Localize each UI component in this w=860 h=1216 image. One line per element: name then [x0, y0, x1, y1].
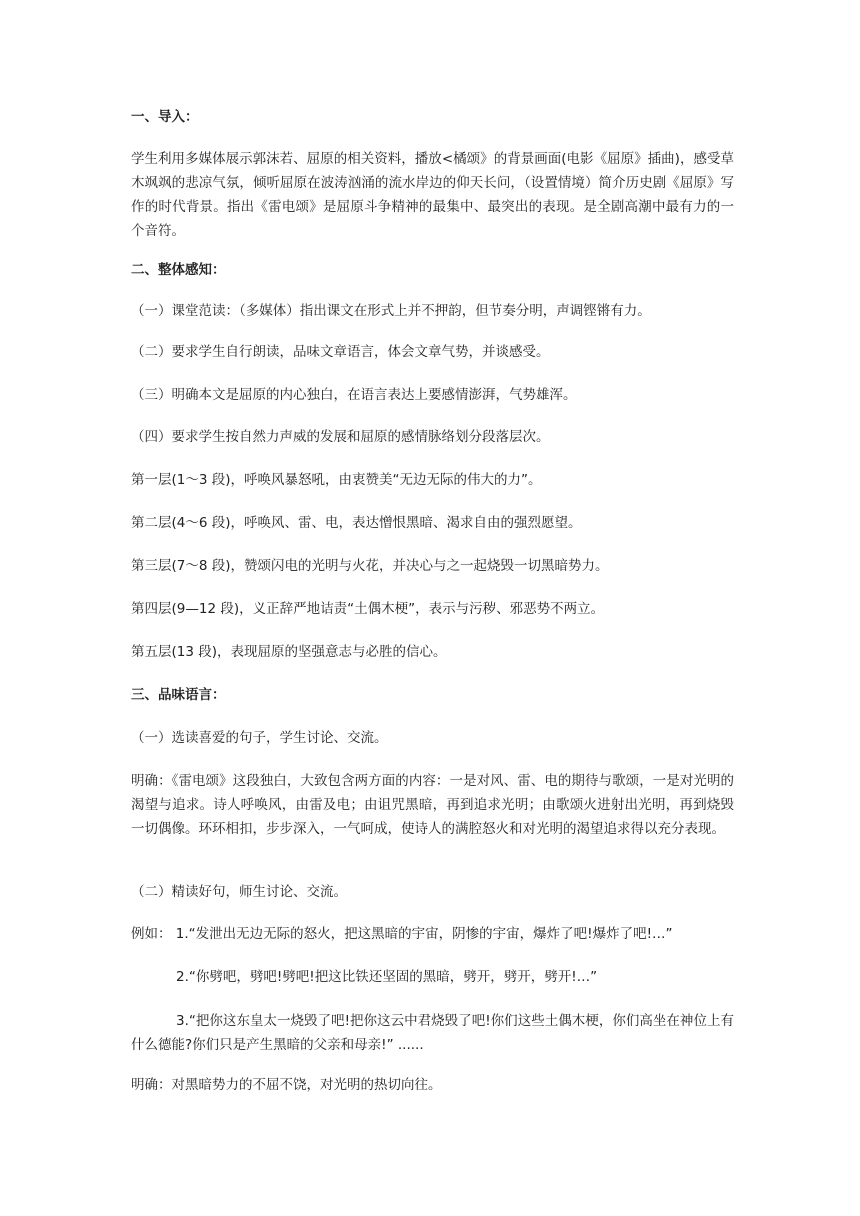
layer-2: 第二层(4～6 段)，呼唤风、雷、电，表达憎恨黑暗、渴求自由的强烈愿望。: [131, 515, 582, 531]
language-item-1: （一）选读喜爱的句子，学生讨论、交流。: [131, 730, 388, 746]
layer-1: 第一层(1～3 段)，呼唤风暴怒吼，由衷赞美“无边无际的伟大的力”。: [131, 472, 542, 488]
overall-item-1: （一）课堂范读：（多媒体）指出课文在形式上并不押韵，但节奏分明，声调铿锵有力。: [131, 303, 651, 319]
example-2: 2.“你劈吧，劈吧!劈吧!把这比铁还坚固的黑暗，劈开，劈开，劈开!…”: [176, 969, 598, 985]
language-item-2-answer: 明确：对黑暗势力的不屈不饶，对光明的热切向往。: [131, 1077, 442, 1093]
section-heading-language: 三、品味语言：: [131, 687, 226, 703]
overall-item-2: （二）要求学生自行朗读，品味文章语言，体会文章气势，并谈感受。: [131, 344, 550, 360]
layer-3: 第三层(7～8 段)，赞颂闪电的光明与火花，并决心与之一起烧毁一切黑暗势力。: [131, 558, 609, 574]
language-item-2: （二）精读好句，师生讨论、交流。: [131, 884, 347, 900]
example-1: 例如： 1.“发泄出无边无际的怒火，把这黑暗的宇宙，阴惨的宇宙，爆炸了吧!爆炸了吧!…”: [131, 926, 673, 942]
section-heading-overall: 二、整体感知：: [131, 262, 226, 278]
layer-4: 第四层(9—12 段)，义正辞严地诘责“土偶木梗”，表示与污秽、邪恶势不两立。: [131, 601, 605, 617]
layer-5: 第五层(13 段)，表现屈原的坚强意志与必胜的信心。: [131, 644, 447, 660]
intro-paragraph: 学生利用多媒体展示郭沫若、屈原的相关资料，播放<橘颂》的背景画面(电影《屈原》插曲)，感受草木飒飒的悲凉气氛，倾听屈原在波涛汹涌的流水岸边的仰天长问，（设置情境）简介历史剧《屈原》写作的时代背景。指出《雷电颂》是屈原斗争精神的最集中、最突出的表现。是全剧高潮中最有力的一个音符。: [131, 151, 734, 239]
example-3: 3.“把你这东皇太一烧毁了吧!把你这云中君烧毁了吧!你们这些土偶木梗，你们高坐在神位上有什么德能?你们只是产生黑暗的父亲和母亲!” ......: [131, 1013, 734, 1053]
section-heading-intro: 一、导入：: [131, 109, 199, 125]
overall-item-4: （四）要求学生按自然力声威的发展和屈原的感情脉络划分段落层次。: [131, 429, 550, 445]
language-item-1-answer: 明确：《雷电颂》这段独白，大致包含两方面的内容：一是对风、雷、电的期待与歌颂，一是对光明的渴望与追求。诗人呼唤风，由雷及电；由诅咒黑暗，再到追求光明；由歌颂火进射出光明，再到烧毁一切偶像。环环相扣，步步深入，一气呵成，使诗人的满腔怒火和对光明的渴望追求得以充分表现。: [131, 773, 734, 837]
overall-item-3: （三）明确本文是屈原的内心独白，在语言表达上要感情澎湃，气势雄浑。: [131, 387, 577, 403]
